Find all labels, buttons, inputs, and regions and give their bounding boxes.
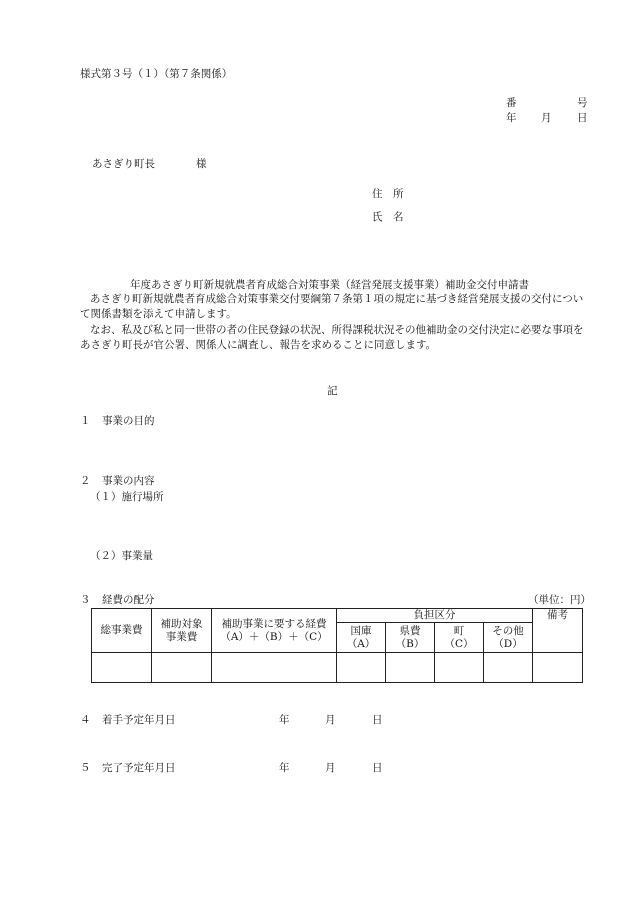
- cell-burden-national[interactable]: [337, 653, 386, 683]
- body-paragraph-2: なお、私及び私と同一世帯の者の住民登録の状況、所得課税状況その他補助金の交付決定に必要な事項をあさぎり町長が官公署、関係人に調査し、報告を求めることに同意します。: [80, 324, 584, 351]
- header-burden-division: 負担区分: [337, 609, 533, 623]
- header-burden-town-line2: （C）: [444, 637, 474, 650]
- header-burden-other-line1: その他: [492, 624, 524, 637]
- header-required-cost: [212, 609, 337, 653]
- header-burden-national: [337, 623, 386, 653]
- table-row: [92, 653, 583, 683]
- section5-day: 日: [372, 762, 383, 774]
- applicant-address-label: 住 所: [372, 188, 404, 200]
- section4-month: 月: [325, 714, 336, 726]
- section5-label: 完了予定年月日: [102, 762, 176, 774]
- budget-table: [91, 608, 583, 683]
- section1-number: １: [80, 415, 91, 427]
- cell-remarks[interactable]: [533, 653, 583, 683]
- form-number: 様式第３号（１）（第７条関係）: [80, 68, 233, 80]
- addressee-name: あさぎり町長: [92, 158, 155, 170]
- section3-label: 経費の配分: [102, 594, 155, 606]
- applicant-name-label: 氏 名: [372, 211, 404, 223]
- cell-burden-other[interactable]: [484, 653, 533, 683]
- addressee-honorific: 様: [196, 158, 207, 170]
- cell-eligible-cost[interactable]: [152, 653, 212, 683]
- date-day-label: 日: [577, 112, 588, 124]
- document-number-label: 番: [506, 97, 517, 109]
- section2-sub-quantity: （２）事業量: [90, 550, 153, 562]
- section2-number: ２: [80, 475, 91, 487]
- section4-number: ４: [80, 714, 91, 726]
- header-burden-town-line1: 町: [453, 624, 465, 637]
- section2-sub-location: （１）施行場所: [90, 491, 164, 503]
- header-burden-prefecture: [386, 623, 435, 653]
- header-eligible-cost: [152, 609, 212, 653]
- unit-label: （単位：円）: [528, 594, 591, 606]
- header-remarks-continued: [533, 623, 583, 653]
- body-paragraph-1: あさぎり町新規就農者育成総合対策事業交付要綱第７条第１項の規定に基づき経営発展支援の交付について関係書類を添えて申請します。: [80, 293, 584, 320]
- section3-number: ３: [80, 594, 91, 606]
- section5-year: 年: [279, 762, 290, 774]
- header-burden-prefecture-line1: 県費: [399, 624, 421, 637]
- header-burden-prefecture-line2: （B）: [395, 637, 425, 650]
- header-eligible-cost-line1: 補助対象: [160, 617, 203, 630]
- section1-label: 事業の目的: [102, 415, 155, 427]
- document-number-suffix: 号: [577, 97, 588, 109]
- cell-burden-prefecture[interactable]: [386, 653, 435, 683]
- section2-label: 事業の内容: [102, 475, 155, 487]
- date-month-label: 月: [541, 112, 552, 124]
- section4-label: 着手予定年月日: [102, 714, 176, 726]
- header-eligible-cost-line2: 事業費: [165, 630, 198, 643]
- header-burden-national-line2: （A）: [346, 637, 376, 650]
- header-burden-town: [435, 623, 484, 653]
- header-remarks: 備考: [533, 609, 583, 623]
- cell-required-cost[interactable]: [212, 653, 337, 683]
- section4-day: 日: [372, 714, 383, 726]
- cell-burden-town[interactable]: [435, 653, 484, 683]
- document-title: 年度あさぎり町新規就農者育成総合対策事業（経営発展支援事業）補助金交付申請書: [130, 279, 529, 291]
- header-required-cost-line2: （A）＋（B）＋（C）: [220, 630, 328, 643]
- date-year-label: 年: [506, 112, 517, 124]
- section4-year: 年: [279, 714, 290, 726]
- ki-heading: 記: [327, 385, 338, 397]
- header-burden-national-line1: 国庫: [350, 624, 372, 637]
- section5-month: 月: [325, 762, 336, 774]
- header-burden-other-line2: （D）: [493, 637, 523, 650]
- cell-total-cost[interactable]: [92, 653, 152, 683]
- header-burden-other: [484, 623, 533, 653]
- header-total-cost: 総事業費: [92, 609, 152, 653]
- header-required-cost-line1: 補助事業に要する経費: [221, 617, 327, 630]
- section5-number: ５: [80, 762, 91, 774]
